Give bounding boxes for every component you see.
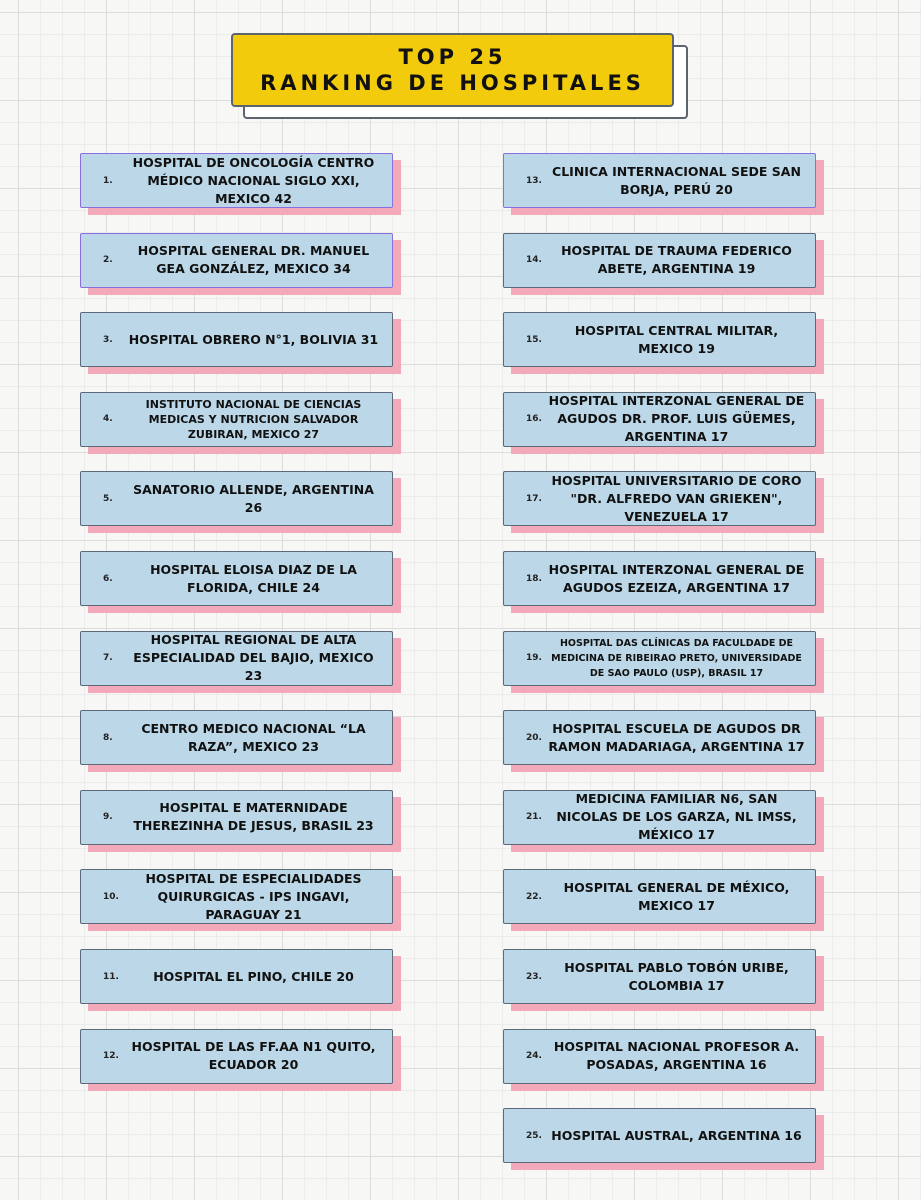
rank-number: 19. [526,653,542,664]
hospital-name: CLINICA INTERNACIONAL SEDE SAN BORJA, PERÚ 20 [552,163,801,197]
hospital-card [503,312,816,367]
hospital-name: HOSPITAL OBRERO N°1, BOLIVIA 31 [128,331,379,347]
card-body [503,790,816,845]
card-body [503,551,816,606]
rank-number: 9. [103,812,113,823]
hospital-name: HOSPITAL DE LAS FF.AA N1 QUITO, ECUADOR 20 [131,1039,376,1073]
hospital-card [503,1108,816,1163]
card-body [80,551,393,606]
rank-number: 15. [526,334,542,345]
card-body [503,153,816,208]
hospital-card [80,1029,393,1084]
rank-number: 23. [526,971,542,982]
card-body [80,790,393,845]
card-body [80,949,393,1004]
card-body [503,710,816,765]
rank-number: 16. [526,414,542,425]
hospital-card [80,312,393,367]
card-body [80,710,393,765]
card-body [80,631,393,686]
hospital-name: HOSPITAL REGIONAL DE ALTA ESPECIALIDAD DEL BAJIO, MEXICO 23 [133,632,374,684]
card-body [503,1029,816,1084]
card-body [503,631,816,686]
hospital-name: MEDICINA FAMILIAR N6, SAN NICOLAS DE LOS GARZA, NL IMSS, MÉXICO 17 [556,791,797,843]
rank-number: 8. [103,732,113,743]
rank-number: 6. [103,573,113,584]
rank-number: 24. [526,1051,542,1062]
hospital-card [503,551,816,606]
hospital-card [80,153,393,208]
hospital-card [503,869,816,924]
rank-number: 4. [103,414,113,425]
hospital-card [80,869,393,924]
hospital-name: HOSPITAL ELOISA DIAZ DE LA FLORIDA, CHILE 24 [150,561,357,595]
rank-number: 3. [103,334,113,345]
rank-number: 18. [526,573,542,584]
hospital-name: HOSPITAL DE ONCOLOGÍA CENTRO MÉDICO NACIONAL SIGLO XXI, MEXICO 42 [132,154,375,206]
rank-number: 17. [526,493,542,504]
hospital-card [503,153,816,208]
card-body [503,949,816,1004]
hospital-name: HOSPITAL ESCUELA DE AGUDOS DR RAMON MADARIAGA, ARGENTINA 17 [548,720,805,754]
card-body [80,869,393,924]
hospital-card [80,710,393,765]
rank-number: 20. [526,732,542,743]
hospital-name: HOSPITAL INTERZONAL GENERAL DE AGUDOS EZEIZA, ARGENTINA 17 [548,561,805,595]
title-line-2: RANKING DE HOSPITALES [260,71,645,95]
card-body [503,869,816,924]
hospital-name: HOSPITAL GENERAL DR. MANUEL GEA GONZÁLEZ, MEXICO 34 [137,243,370,277]
hospital-name: HOSPITAL DAS CLÍNICAS DA FACULDADE DE MEDICINA DE RIBEIRAO PRETO, UNIVERSIDADE DE SAO PAULO (USP), BRASIL 17 [551,637,802,679]
hospital-name: HOSPITAL E MATERNIDADE THEREZINHA DE JESUS, BRASIL 23 [133,800,374,834]
hospital-card [503,1029,816,1084]
title-line-1: TOP 25 [398,45,507,69]
hospital-name: HOSPITAL DE ESPECIALIDADES QUIRURGICAS - IPS INGAVI, PARAGUAY 21 [145,870,362,922]
hospital-name: HOSPITAL DE TRAUMA FEDERICO ABETE, ARGENTINA 19 [561,243,792,277]
card-body [80,392,393,447]
rank-number: 22. [526,891,542,902]
card-body [503,312,816,367]
hospital-name: HOSPITAL GENERAL DE MÉXICO, MEXICO 17 [563,879,790,913]
hospital-card [80,631,393,686]
page-title [231,33,674,107]
rank-number: 11. [103,971,119,982]
hospital-card [80,471,393,526]
rank-number: 25. [526,1130,542,1141]
hospital-card [503,631,816,686]
card-body [503,392,816,447]
hospital-name: SANATORIO ALLENDE, ARGENTINA 26 [133,481,374,515]
card-body [503,471,816,526]
card-body [80,1029,393,1084]
rank-number: 2. [103,255,113,266]
rank-number: 14. [526,255,542,266]
card-body [503,1108,816,1163]
card-body [503,233,816,288]
hospital-name: HOSPITAL INTERZONAL GENERAL DE AGUDOS DR. PROF. LUIS GÜEMES, ARGENTINA 17 [548,393,805,445]
rank-number: 1. [103,175,113,186]
hospital-name: HOSPITAL NACIONAL PROFESOR A. POSADAS, ARGENTINA 16 [553,1039,800,1073]
hospital-card [503,392,816,447]
card-body [80,233,393,288]
rank-number: 12. [103,1051,119,1062]
hospital-name: HOSPITAL CENTRAL MILITAR, MEXICO 19 [574,322,779,356]
hospital-card [503,471,816,526]
hospital-name: INSTITUTO NACIONAL DE CIENCIAS MEDICAS Y NUTRICION SALVADOR ZUBIRAN, MEXICO 27 [145,397,362,441]
hospital-card [80,949,393,1004]
rank-number: 7. [103,653,113,664]
hospital-card [503,710,816,765]
hospital-name: HOSPITAL PABLO TOBÓN URIBE, COLOMBIA 17 [564,959,789,993]
card-body [80,312,393,367]
rank-number: 10. [103,891,119,902]
rank-number: 5. [103,493,113,504]
hospital-card [80,790,393,845]
hospital-card [80,392,393,447]
rank-number: 13. [526,175,542,186]
hospital-name: HOSPITAL EL PINO, CHILE 20 [153,968,354,984]
card-body [80,471,393,526]
hospital-card [80,233,393,288]
hospital-name: HOSPITAL AUSTRAL, ARGENTINA 16 [551,1127,802,1143]
hospital-card [80,551,393,606]
hospital-card [503,233,816,288]
hospital-card [503,790,816,845]
hospital-name: HOSPITAL UNIVERSITARIO DE CORO "DR. ALFREDO VAN GRIEKEN", VENEZUELA 17 [551,472,802,524]
rank-number: 21. [526,812,542,823]
hospital-card [503,949,816,1004]
hospital-name: CENTRO MEDICO NACIONAL “LA RAZA”, MEXICO 23 [141,720,366,754]
card-body [80,153,393,208]
